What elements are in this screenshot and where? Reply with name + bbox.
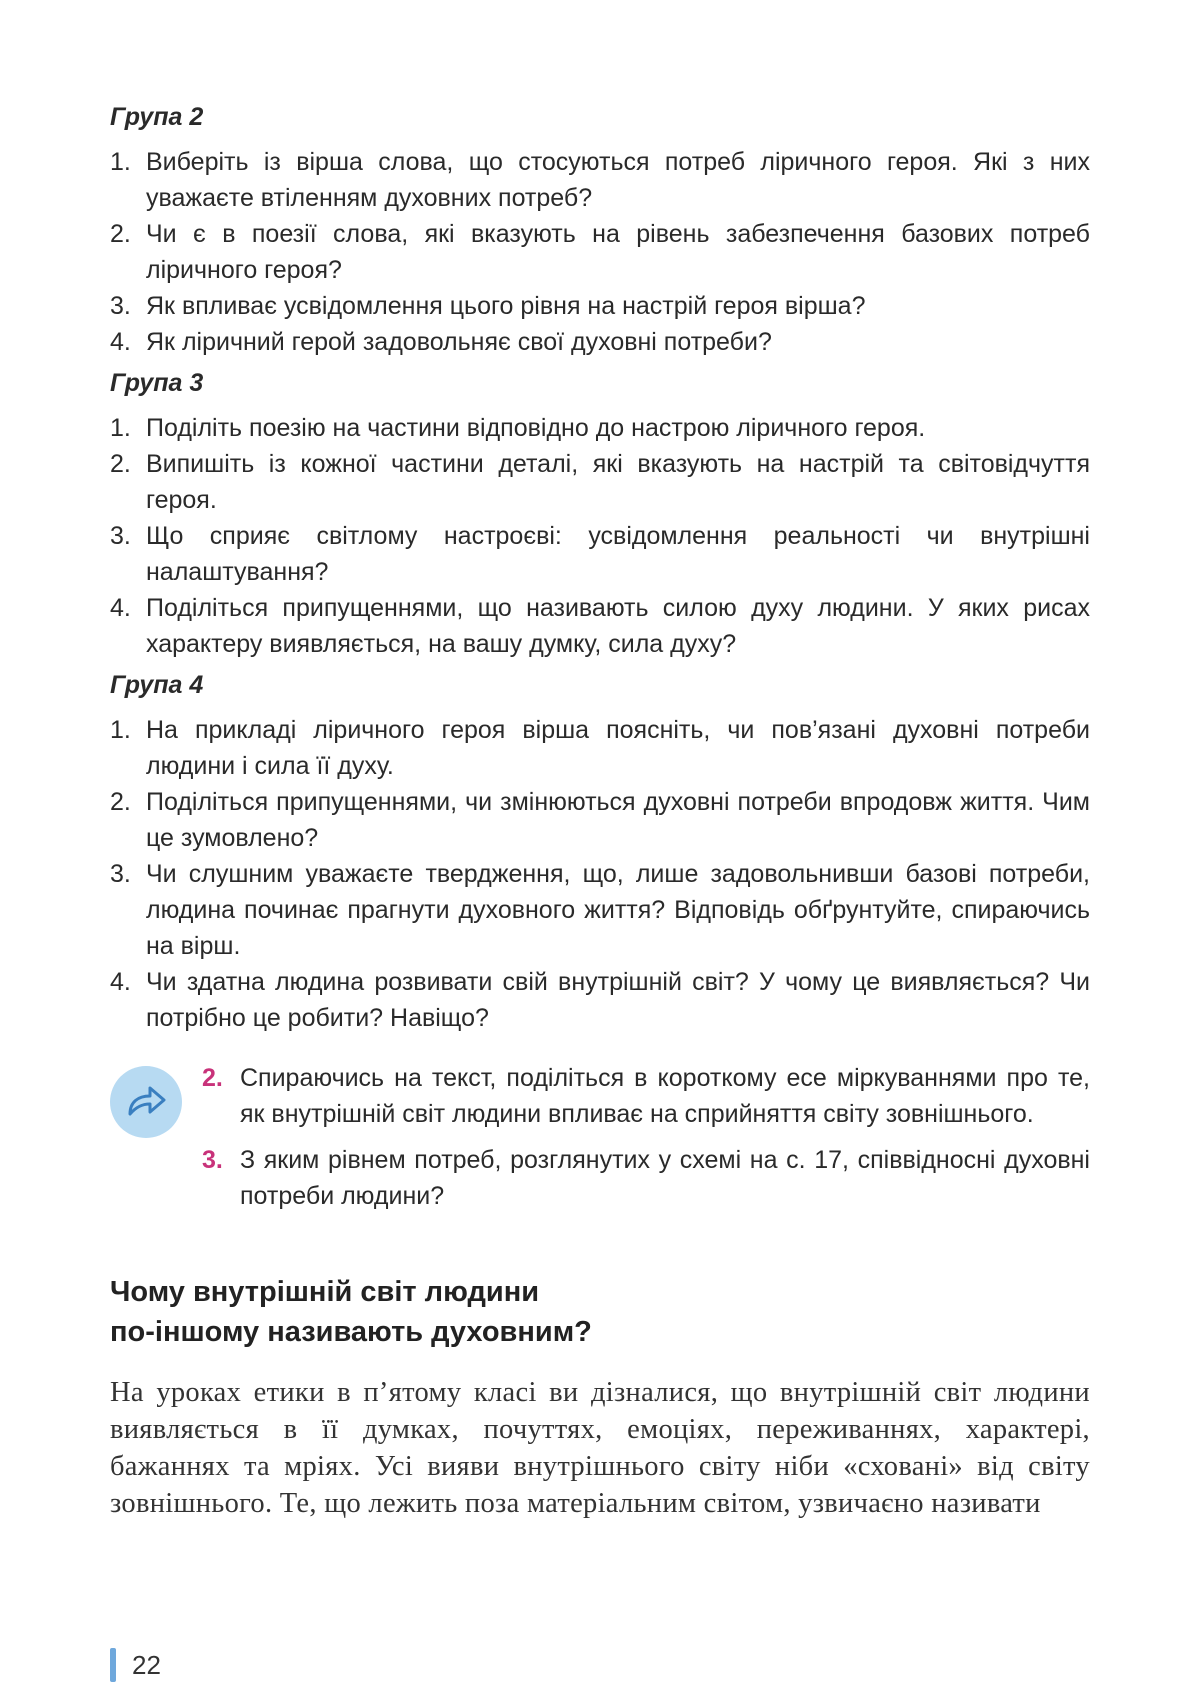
item-text: Випишіть із кожної частини деталі, які вказують на настрій та світовідчуття героя. bbox=[146, 450, 1090, 514]
list-item bbox=[110, 964, 1090, 1036]
question-list bbox=[110, 144, 1090, 360]
list-item bbox=[110, 410, 1090, 446]
item-text: Виберіть із вірша слова, що стосуються потреб ліричного героя. Які з них уважаєте втіленням духовних потреб? bbox=[146, 148, 1090, 212]
item-text: Поділіться припущеннями, чи змінюються духовні потреби впродовж життя. Чим це зумовлено? bbox=[146, 788, 1090, 852]
group-title: Група 3 bbox=[110, 369, 204, 397]
page-number: 22 bbox=[132, 1649, 161, 1680]
item-number: 1. bbox=[110, 716, 131, 744]
group-title: Група 4 bbox=[110, 671, 204, 699]
task-text: Спираючись на текст, поділіться в короткому есе міркуваннями про те, як внутрішній світ людини впливає на сприйняття світу зовнішнього. bbox=[240, 1064, 1090, 1128]
item-text: Поділіться припущеннями, що називають силою духу людини. У яких рисах характеру виявляється, на вашу думку, сила духу? bbox=[146, 594, 1090, 658]
item-number: 3. bbox=[110, 860, 131, 888]
body-paragraph: На уроках етики в п’ятому класі ви дізналися, що внутрішній світ людини виявляється в її думках, почуттях, емоціях, переживаннях, характері, бажаннях та мріях. Усі вияви внутрішнього світу ніби «сховані» від світу зовнішнього. Те, що лежить поза матеріальним світом, узвичаєно називати bbox=[110, 1377, 1090, 1519]
question-list bbox=[110, 712, 1090, 1036]
item-text: Що сприяє світлому настроєві: усвідомлення реальності чи внутрішні налаштування? bbox=[146, 522, 1090, 586]
item-text: На прикладі ліричного героя вірша поясніть, чи пов’язані духовні потреби людини і сила її духу. bbox=[146, 716, 1090, 780]
tasks-block bbox=[110, 1060, 1090, 1214]
page-content bbox=[110, 100, 1090, 1522]
footer-accent-bar bbox=[110, 1648, 116, 1682]
list-item bbox=[110, 784, 1090, 856]
item-text: Як впливає усвідомлення цього рівня на настрій героя вірша? bbox=[146, 292, 866, 320]
task-number: 3. bbox=[202, 1146, 223, 1174]
task-text: З яким рівнем потреб, розглянутих у схемі на с. 17, співвідносні духовні потреби людини? bbox=[240, 1146, 1090, 1210]
item-text: Чи здатна людина розвивати свій внутрішній світ? У чому це виявляється? Чи потрібно це робити? Навіщо? bbox=[146, 968, 1090, 1032]
section-heading-line: по-іншому називають духовним? bbox=[110, 1316, 592, 1348]
item-number: 2. bbox=[110, 450, 131, 478]
item-number: 2. bbox=[110, 220, 131, 248]
item-number: 1. bbox=[110, 414, 131, 442]
item-text: Чи слушним уважаєте твердження, що, лише задовольнивши базові потреби, людина починає прагнути духовного життя? Відповідь обґрунтуйте, спираючись на вірш. bbox=[146, 860, 1090, 960]
group-3 bbox=[110, 366, 1090, 662]
list-item bbox=[110, 590, 1090, 662]
item-number: 2. bbox=[110, 788, 131, 816]
item-number: 4. bbox=[110, 328, 131, 356]
question-list bbox=[110, 410, 1090, 662]
item-number: 3. bbox=[110, 292, 131, 320]
list-item bbox=[110, 446, 1090, 518]
task-item bbox=[202, 1142, 1090, 1214]
item-number: 4. bbox=[110, 968, 131, 996]
section-heading-line: Чому внутрішній світ людини bbox=[110, 1276, 540, 1308]
task-item bbox=[202, 1060, 1090, 1132]
list-item bbox=[110, 712, 1090, 784]
page-footer bbox=[110, 1648, 161, 1682]
item-text: Чи є в поезії слова, які вказують на рівень забезпечення базових потреб ліричного героя? bbox=[146, 220, 1090, 284]
list-item bbox=[110, 216, 1090, 288]
item-text: Поділіть поезію на частини відповідно до настрою ліричного героя. bbox=[146, 414, 926, 442]
list-item bbox=[110, 856, 1090, 964]
group-2 bbox=[110, 100, 1090, 360]
list-item bbox=[110, 324, 1090, 360]
item-number: 4. bbox=[110, 594, 131, 622]
item-number: 1. bbox=[110, 148, 131, 176]
item-number: 3. bbox=[110, 522, 131, 550]
item-text: Як ліричний герой задовольняє свої духовні потреби? bbox=[146, 328, 772, 356]
group-4 bbox=[110, 668, 1090, 1036]
task-number: 2. bbox=[202, 1064, 223, 1092]
share-arrow-icon bbox=[110, 1066, 182, 1138]
list-item bbox=[110, 144, 1090, 216]
section-heading bbox=[110, 1272, 1090, 1352]
group-title: Група 2 bbox=[110, 103, 204, 131]
list-item bbox=[110, 518, 1090, 590]
list-item bbox=[110, 288, 1090, 324]
